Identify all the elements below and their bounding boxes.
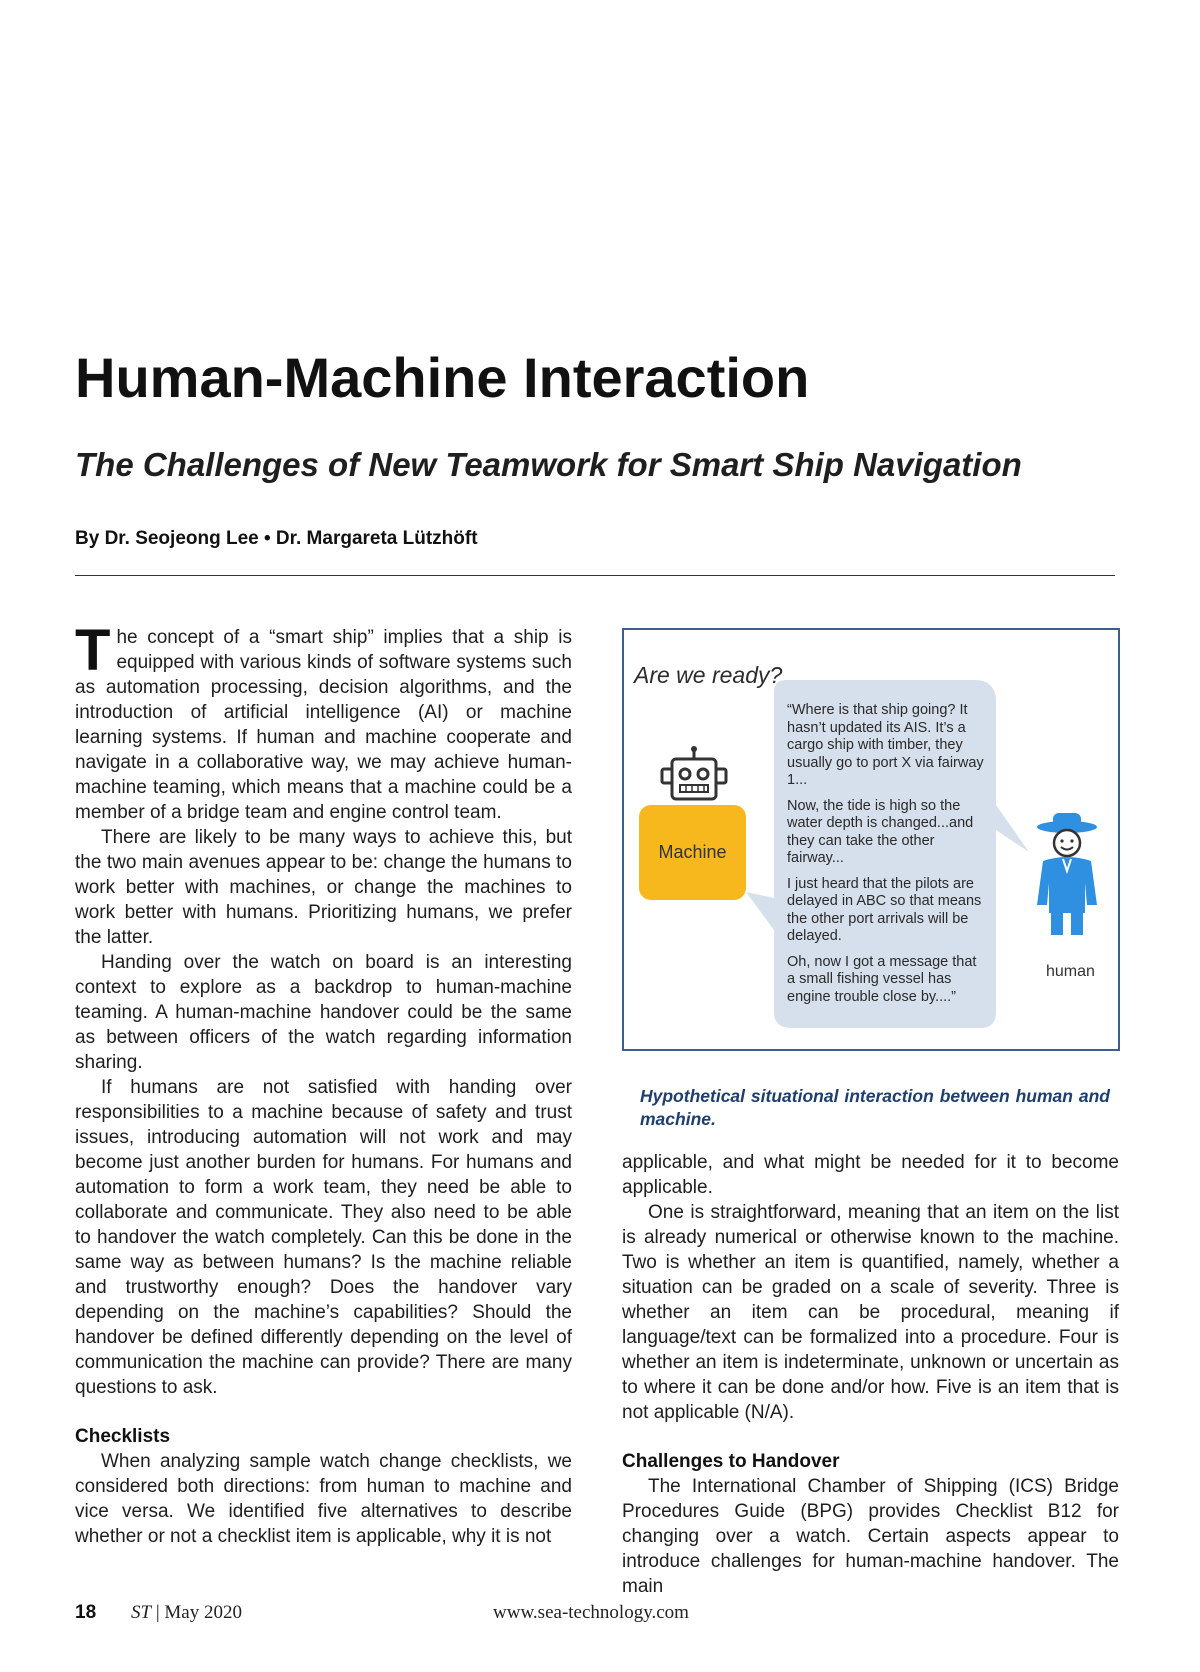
article-subtitle: The Challenges of New Teamwork for Smart Ship Navigation [75, 446, 1022, 483]
publication-name: ST [131, 1602, 152, 1623]
issue-date: May 2020 [164, 1602, 242, 1623]
publication-date [131, 1602, 242, 1624]
section-heading-checklists: Checklists [75, 1426, 171, 1447]
figure-are-we-ready [622, 628, 1120, 1051]
drop-cap: T [75, 618, 111, 683]
machine-label: Machine [658, 842, 727, 862]
separator: | [155, 1602, 160, 1623]
section-heading-challenges-to-handover: Challenges to Handover [622, 1451, 840, 1472]
website-url: www.sea-technology.com [493, 1602, 689, 1623]
figure-title: Are we ready? [634, 662, 783, 688]
paragraph: If humans are not satisfied with handing over responsibilities to a machine because of safety and trust issues, introducing automation will not work and may become just another burden for humans. For humans and automation to form a work team, they need be able to collaborate and communicate. They also need to be able to handover the watch completely. Can this be done in the same way as between humans? Is the machine reliable and trustworthy enough? Does the handover vary depending on the machine’s capabilities? Should the handover be defined differently depending on the level of communication the machine can provide? There are many questions to ask. [75, 1077, 572, 1398]
paragraph: When analyzing sample watch change checklists, we considered both directions: from human to machine and vice versa. We identified five alternatives to describe whether or not a checklist item is applicable, why it is not [75, 1451, 572, 1547]
title-divider [75, 575, 1115, 576]
paragraph: There are likely to be many ways to achieve this, but the two main avenues appear to be: change the humans to work better with machines, or change the machines to work better with humans. Prioritizing humans, we prefer the latter. [75, 827, 572, 948]
paragraph: The International Chamber of Shipping (ICS) Bridge Procedures Guide (BPG) provides Checklist B12 for changing over a watch. Certain aspects appear to introduce challenges for human-machine handover. The main [622, 1476, 1119, 1597]
message: Oh, now I got a message that a small fishing vessel has engine trouble close by....” [787, 953, 977, 1005]
article-title: Human-Machine Interaction [75, 346, 810, 409]
message: Now, the tide is high so the water depth is changed...and they can take the other fairway... [787, 797, 974, 866]
paragraph: Handing over the watch on board is an interesting context to explore as a backdrop to human-machine teaming. A human-machine handover could be the same as between officers of the watch regarding information sharing. [75, 952, 572, 1073]
conversation-text [787, 702, 987, 1014]
paragraph: One is straightforward, meaning that an item on the list is already numerical or otherwise known to the machine. Two is whether an item is quantified, namely, whether a situation can be graded on a scale of severity. Three is whether an item can be procedural, meaning if language/text can be formalized into a procedure. Four is whether an item is indeterminate, unknown or uncertain as to where it can be done and/or how. Five is an item that is not applicable (N/A). [622, 1202, 1119, 1423]
message: I just heard that the pilots are delayed in ABC so that means the other port arrivals will be delayed. [787, 875, 982, 944]
robot-icon [656, 745, 732, 805]
page-number: 18 [75, 1602, 97, 1623]
paragraph-intro [75, 618, 572, 825]
paragraph: applicable, and what might be needed for it to become applicable. [622, 1152, 1119, 1198]
human-icon [1027, 813, 1107, 943]
byline: By Dr. Seojeong Lee • Dr. Margareta Lützhöft [75, 528, 478, 549]
paragraph-intro-text: he concept of a “smart ship” implies that a ship is equipped with various kinds of software systems such as automation processing, decision algorithms, and the introduction of artificial intelligence (AI) or machine learning systems. If human and machine cooperate and navigate in a collaborative way, we may achieve human-machine teaming, which means that a machine could be a member of a bridge team and engine control team. [75, 627, 572, 823]
right-column [622, 1150, 1119, 1599]
figure-caption: Hypothetical situational interaction between human and machine. [640, 1086, 1110, 1129]
human-label: human [1046, 963, 1095, 980]
message: “Where is that ship going? It hasn’t updated its AIS. It’s a cargo ship with timber, they usually go to port X via fairway 1... [787, 702, 984, 788]
machine-box [639, 805, 746, 900]
left-column [75, 618, 572, 1549]
